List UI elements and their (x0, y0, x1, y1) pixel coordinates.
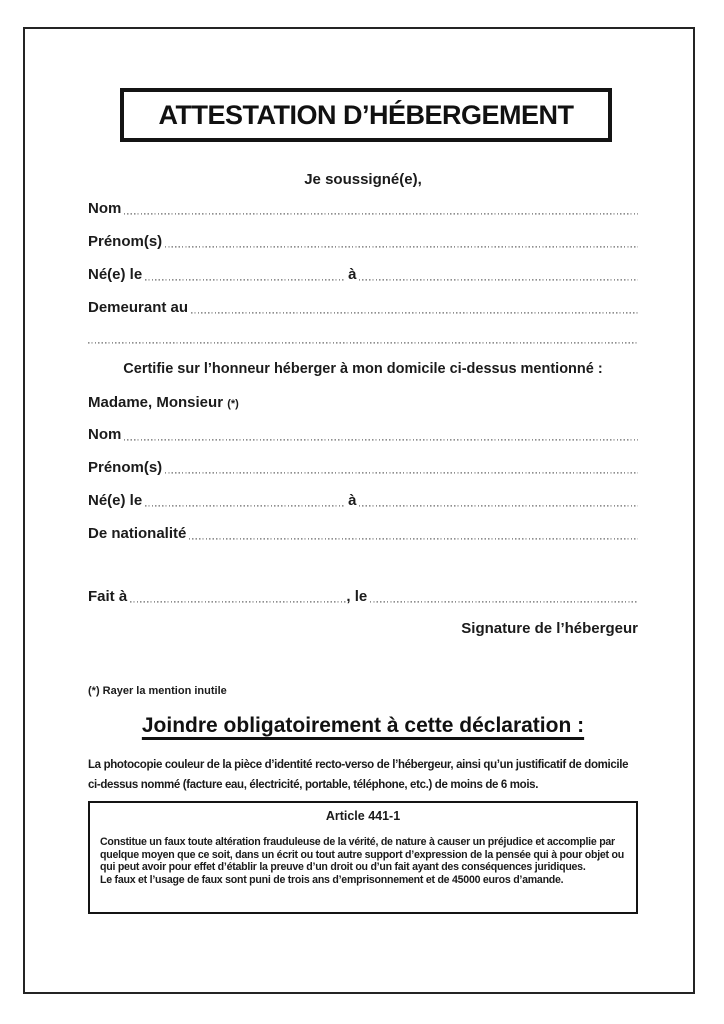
signature-label: Signature de l’hébergeur (461, 620, 638, 637)
field-row-host-nom (88, 188, 638, 221)
fait-le-label: , le (346, 588, 368, 605)
field-row-guest-prenoms (88, 447, 638, 480)
civility-label: Madame, Monsieur (88, 394, 224, 411)
guest-prenoms-fill-line (165, 449, 638, 474)
guest-prenoms-label: Prénom(s) (88, 459, 163, 476)
host-lieu-a-label: à (348, 266, 357, 283)
field-row-guest-nom (88, 414, 638, 447)
attach-heading (88, 712, 638, 740)
article-body-text: Constitue un faux toute altération frauduleuse de la vérité, de nature à causer un préjudice et accomplie par quelque moyen que ce soit, dans un écrit ou tout autre support d’expression de la pensée qui à pour objet ou qui peut avoir pour effet d’établir la preuve d’un droit ou d’un fait ayant des conséquences juridiques. (100, 836, 624, 874)
article-body (100, 836, 626, 886)
title-box (120, 88, 612, 142)
asterisk-footnote: (*) Rayer la mention inutile (88, 685, 227, 697)
article-441-1-box (88, 801, 638, 914)
field-row-fait-le (88, 576, 638, 609)
host-adresse-fill-line (191, 289, 638, 314)
intro-line: Je soussigné(e), (304, 171, 422, 188)
fait-a-label: Fait à (88, 588, 128, 605)
guest-date-naissance-fill-line (145, 482, 344, 507)
document-title: ATTESTATION D’HÉBERGEMENT (158, 99, 574, 130)
host-nom-fill-line (124, 190, 638, 215)
fait-lieu-fill-line (130, 578, 346, 603)
field-row-guest-nationalite (88, 513, 638, 546)
civility-line (88, 393, 638, 414)
field-row-host-adresse (88, 287, 638, 320)
host-nom-label: Nom (88, 200, 122, 217)
guest-lieu-a-label: à (348, 492, 357, 509)
certify-line: Certifie sur l’honneur héberger à mon domicile ci-dessus mentionné : (123, 361, 603, 377)
civility-asterisk-mark: (*) (227, 398, 239, 410)
host-section (88, 188, 638, 344)
guest-ne-le-label: Né(e) le (88, 492, 143, 509)
page-border-frame (23, 27, 695, 994)
host-adresse-continuation-fill-line (88, 328, 638, 344)
guest-lieu-naissance-fill-line (359, 482, 638, 507)
host-prenoms-fill-line (165, 223, 638, 248)
host-prenoms-label: Prénom(s) (88, 233, 163, 250)
host-date-naissance-fill-line (145, 256, 344, 281)
guest-nationalite-label: De nationalité (88, 525, 187, 542)
attach-heading-text: Joindre obligatoirement à cette déclaration : (141, 714, 585, 737)
field-row-host-prenoms (88, 221, 638, 254)
guest-section (88, 414, 638, 546)
field-row-guest-naissance (88, 480, 638, 513)
host-ne-le-label: Né(e) le (88, 266, 143, 283)
article-title: Article 441-1 (325, 809, 401, 823)
host-demeurant-label: Demeurant au (88, 299, 189, 316)
field-row-host-naissance (88, 254, 638, 287)
host-lieu-naissance-fill-line (359, 256, 638, 281)
document-content (25, 88, 693, 914)
guest-nom-label: Nom (88, 426, 122, 443)
attach-instructions: La photocopie couleur de la pièce d’identité recto-verso de l’hébergeur, ainsi qu’un justificatif de domicile ci-dessus nommé (facture eau, électricité, portable, téléphone, etc.) de moins de 6 mois. (88, 759, 629, 791)
article-body-penalty-text: Le faux et l’usage de faux sont puni de trois ans d’emprisonnement et de 45000 euros d’amande. (100, 873, 564, 886)
guest-nom-fill-line (124, 416, 638, 441)
fait-date-fill-line (370, 578, 638, 603)
guest-nationalite-fill-line (189, 515, 638, 540)
